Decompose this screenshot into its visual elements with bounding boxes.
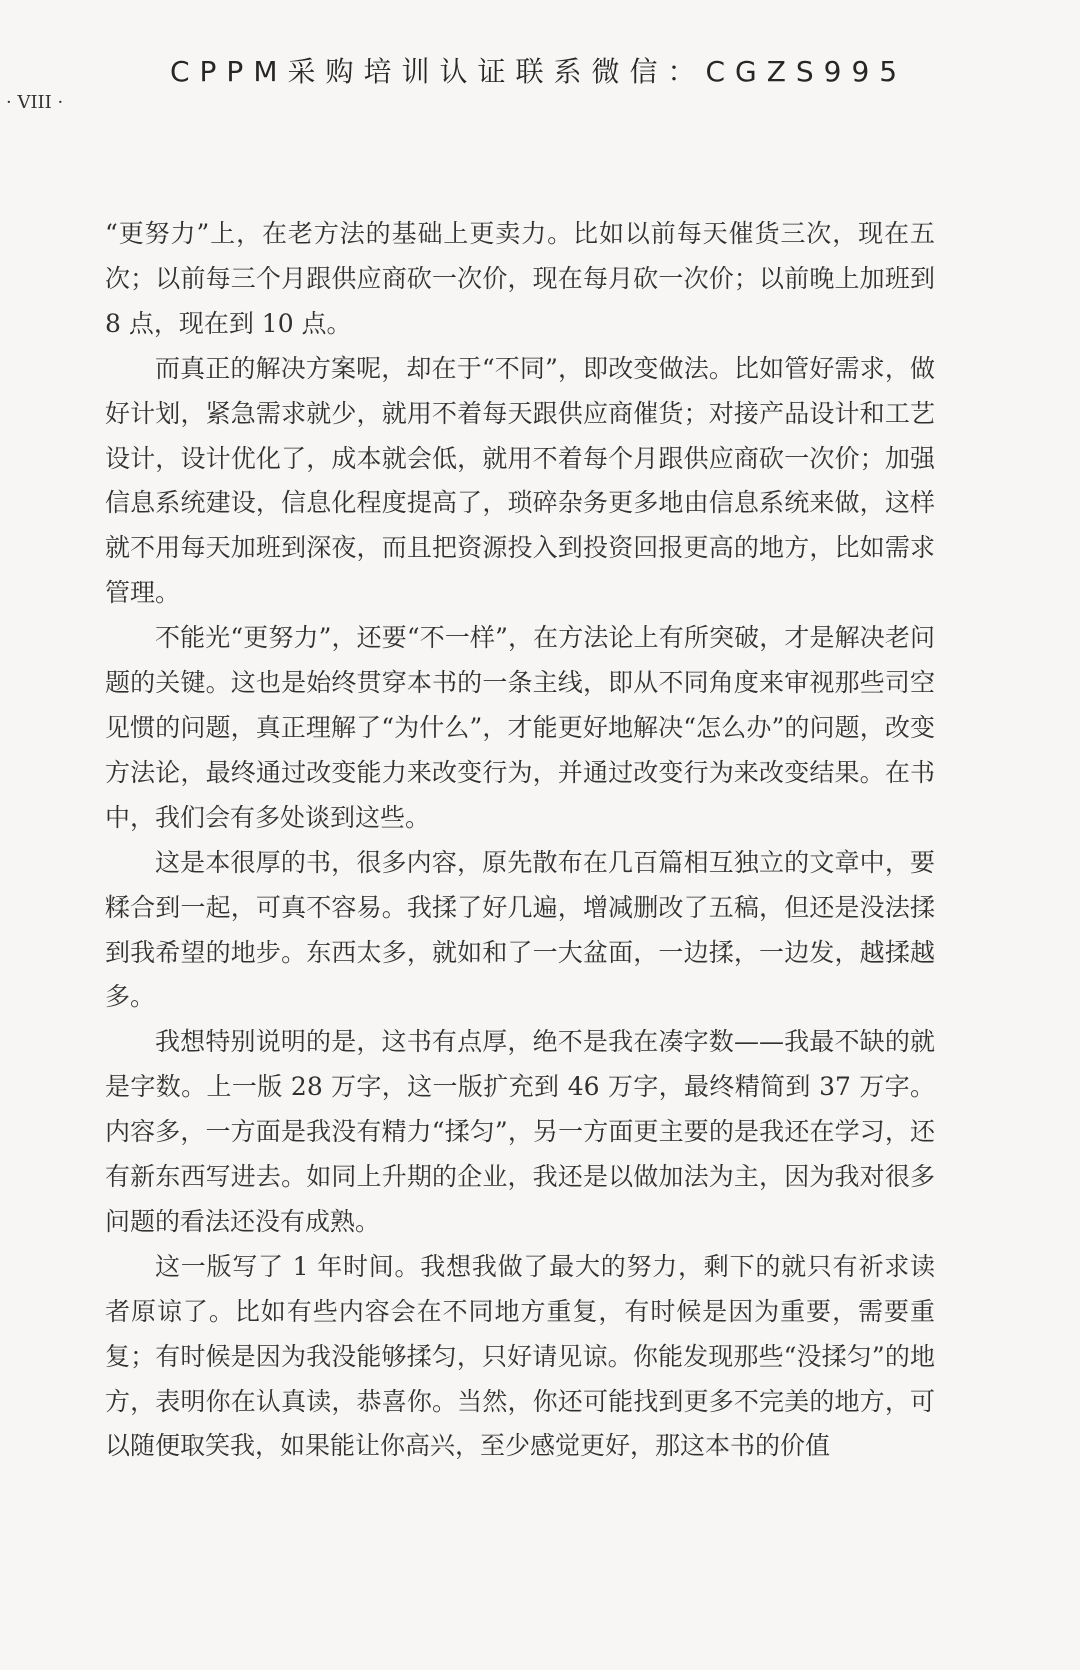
body-text [105,212,935,1469]
paragraph-1: “更努力”上，在老方法的基础上更卖力。比如以前每天催货三次，现在五次；以前每三个月跟供应商砍一次价，现在每月砍一次价；以前晚上加班到 8 点，现在到 10 点。 [105,219,935,338]
paragraph-6: 这一版写了 1 年时间。我想我做了最大的努力，剩下的就只有祈求读者原谅了。比如有些内容会在不同地方重复，有时候是因为重要，需要重复；有时候是因为我没能够揉匀，只好请见谅。你能发现那些“没揉匀”的地方，表明你在认真读，恭喜你。当然，你还可能找到更多不完美的地方，可以随便取笑我，如果能让你高兴，至少感觉更好，那这本书的价值 [105,1251,935,1461]
paragraph-3: 不能光“更努力”，还要“不一样”，在方法论上有所突破，才是解决老问题的关键。这也是始终贯穿本书的一条主线，即从不同角度来审视那些司空见惯的问题，真正理解了“为什么”，才能更好地解决“怎么办”的问题，改变方法论，最终通过改变能力来改变行为，并通过改变行为来改变结果。在书中，我们会有多处谈到这些。 [105,623,935,832]
paragraph-5: 我想特别说明的是，这书有点厚，绝不是我在凑字数——我最不缺的就是字数。上一版 28 万字，这一版扩充到 46 万字，最终精简到 37 万字。内容多，一方面是我没有精力“揉匀”，另一方面更主要的是我还在学习，还有新东西写进去。如同上升期的企业，我还是以做加法为主，因为我对很多问题的看法还没有成熟。 [105,1027,935,1236]
page-number: · VIII · [6,92,64,113]
watermark-contact: CPPM采购培训认证联系微信：CGZS995 [170,55,908,88]
paragraph-4: 这是本很厚的书，很多内容，原先散布在几百篇相互独立的文章中，要糅合到一起，可真不容易。我揉了好几遍，增减删改了五稿，但还是没法揉到我希望的地步。东西太多，就如和了一大盆面，一边揉，一边发，越揉越多。 [105,847,935,1012]
paragraph-2: 而真正的解决方案呢，却在于“不同”，即改变做法。比如管好需求，做好计划，紧急需求就少，就用不着每天跟供应商催货；对接产品设计和工艺设计，设计优化了，成本就会低，就用不着每个月跟供应商砍一次价；加强信息系统建设，信息化程度提高了，琐碎杂务更多地由信息系统来做，这样就不用每天加班到深夜，而且把资源投入到投资回报更高的地方，比如需求管理。 [105,353,935,608]
